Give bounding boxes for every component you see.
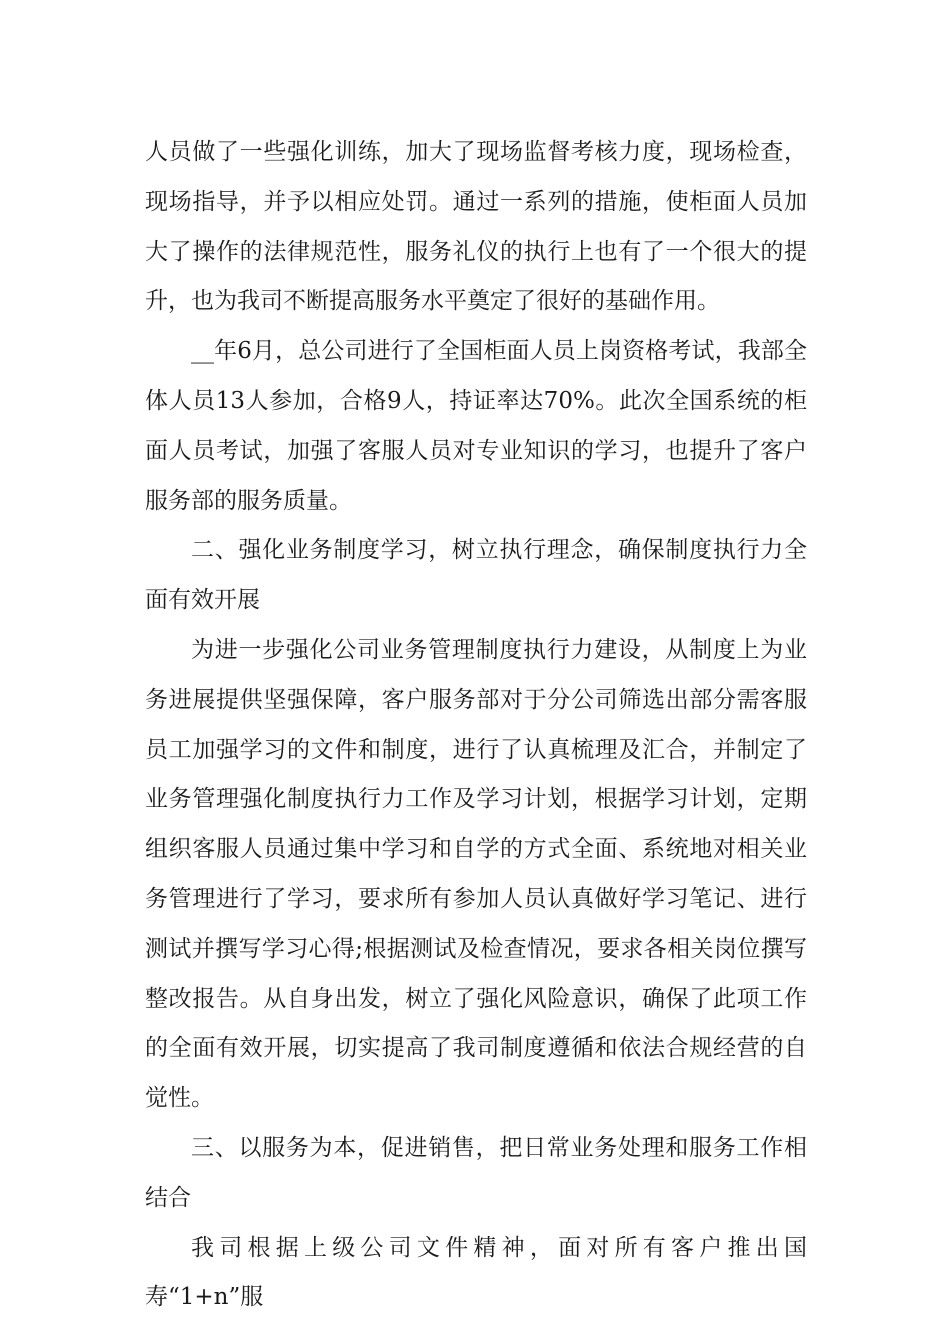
paragraph-continuation: 人员做了一些强化训练，加大了现场监督考核力度，现场检查，现场指导，并予以相应处罚。通过一系列的措施，使柜面人员加大了操作的法律规范性，服务礼仪的执行上也有了一个很大的提升，也为我司不断提高服务水平奠定了很好的基础作用。 xyxy=(145,139,807,315)
document-body xyxy=(145,128,807,1323)
paragraph-exam-results: __年6月，总公司进行了全国柜面人员上岗资格考试，我部全体人员13人参加，合格9人，持证率达70%。此次全国系统的柜面人员考试，加强了客服人员对专业知识的学习，也提升了客户服务部的服务质量。 xyxy=(145,338,807,514)
paragraph-system-learning: 为进一步强化公司业务管理制度执行力建设，从制度上为业务进展提供坚强保障，客户服务部对于分公司筛选出部分需客服员工加强学习的文件和制度，进行了认真梳理及汇合，并制定了业务管理强化制度执行力工作及学习计划，根据学习计划，定期组织客服人员通过集中学习和自学的方式全面、系统地对相关业务管理进行了学习，要求所有参加人员认真做好学习笔记、进行测试并撰写学习心得;根据测试及检查情况，要求各相关岗位撰写整改报告。从自身出发，树立了强化风险意识，确保了此项工作的全面有效开展，切实提高了我司制度遵循和依法合规经营的自觉性。 xyxy=(145,636,807,1112)
section-heading-3: 三、以服务为本，促进销售，把日常业务处理和服务工作相结合 xyxy=(145,1134,807,1211)
section-heading-2: 二、强化业务制度学习，树立执行理念，确保制度执行力全面有效开展 xyxy=(145,537,807,614)
paragraph-service-intro: 我司根据上级公司文件精神，面对所有客户推出国寿“1+n”服 xyxy=(145,1234,807,1311)
